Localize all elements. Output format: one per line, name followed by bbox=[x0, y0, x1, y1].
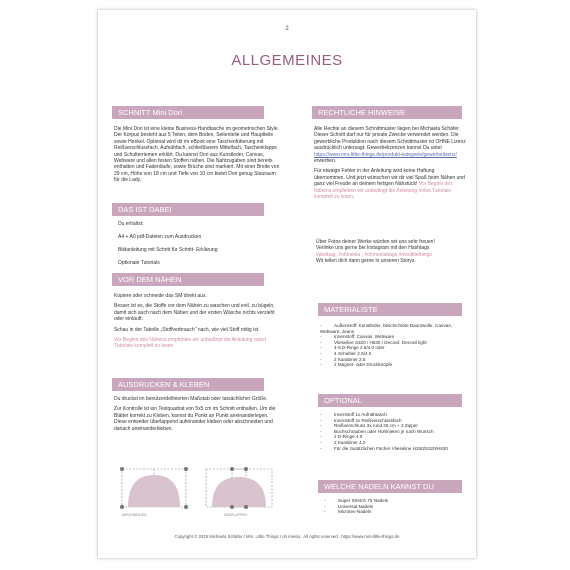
page-number: 2 bbox=[285, 26, 289, 32]
list-item: - Microtex-Nadeln bbox=[324, 509, 464, 515]
heading-material: MATERIALISTE bbox=[318, 303, 462, 316]
list-item: - Innenstoff 2x Reißverschlussfach bbox=[320, 418, 464, 424]
heading-naehen: VOR DEM NÄHEN bbox=[112, 273, 264, 286]
rechtlich-after: erwerben. bbox=[314, 158, 337, 165]
naehen-p3: Schau in der Tabelle „Stoffverbrauch" nach, wie viel Stoff nötig ist. bbox=[114, 326, 260, 333]
cut-label: ABSCHNEIDEN bbox=[122, 513, 147, 517]
list-item: - Innenstoff 1x Aufnähtasch bbox=[320, 412, 464, 418]
list-item: - 2 Karabiner 4.0 bbox=[320, 440, 464, 446]
social-l1: Über Fotos deiner Werke würden wir uns sehr freuen! bbox=[316, 239, 435, 245]
license-link[interactable]: https://www.mrs-little-things.de/produkt-kategorie/gewerbelizenz/ bbox=[314, 151, 457, 158]
list-item: - 2 Magnet- oder Druckknöpfe bbox=[320, 362, 464, 368]
nadeln-list bbox=[324, 498, 464, 515]
social-tags: #doribag, #ohmeela , #ohmeelabags #mrslittlethings bbox=[316, 251, 432, 258]
list-item: - Für die zusätzlichen Fächer Vlieseline H250/S320/H630 bbox=[320, 446, 464, 452]
list-item: - Innenstoff: Canvas, Webware bbox=[320, 334, 464, 340]
naehen-p2: Besser ist es, die Stoffe vor dem Nähen zu waschen und evtl. zu bügeln, damit sich auch nach dem Nähen und der ersten Wäsche nichts verzieht oder einläuft. bbox=[114, 303, 275, 323]
material-list bbox=[320, 323, 464, 368]
overlap-label: ÜBERLAPPEN bbox=[224, 513, 247, 517]
document-page bbox=[98, 10, 476, 558]
rechtlich-text bbox=[314, 126, 466, 204]
list-item: - Vlieseline S320 / H630 / Decovil, Decovil light bbox=[320, 340, 464, 346]
rechtlich-body: Alle Rechte an diesem Schnittmuster liegen bei Michaela Schäfer. Dieser Schnitt darf nur für private Zwecke verwendet werden. Die gewerbliche Produktion nach diesem Schnittmuster ist OHNE Lizenz ausdrücklich untersagt. Gewerbelizenzen kannst Du unter bbox=[314, 126, 466, 152]
social-text bbox=[316, 239, 466, 265]
heading-dabei: DAS IST DABEI bbox=[112, 203, 264, 216]
list-item: - Universal-Nadeln bbox=[324, 504, 464, 510]
social-l2: Verlinke uns gerne bei Instagram mit den Hashtags bbox=[316, 245, 430, 252]
heading-optional: OPTIONAL bbox=[318, 394, 462, 407]
naehen-p1: Kopiere oder schneide das SM direkt aus. bbox=[114, 293, 207, 299]
dabei-item: A4 + A0 pdf-Dateien zum Ausdrucken bbox=[118, 234, 202, 240]
cut-diagram bbox=[118, 465, 192, 513]
dabei-item: Optionale Tutorials bbox=[118, 260, 160, 266]
heading-nadeln: WELCHE NADELN KANNST DU bbox=[318, 480, 462, 493]
drucken-p1: Du druckst im benutzerdefinierten Maßstab oder tatsächlicher Größe. bbox=[114, 396, 268, 402]
dabei-item: Bildanleitung mit Schritt für Schritt- Erklärung bbox=[118, 247, 218, 253]
rechtlich-note: Vor Beginn des Nähens empfehlen wir unbedingt die Anleitung nebst Tutorials komplett zu lesen. bbox=[314, 181, 453, 201]
list-item: - Buchschrauben oder Hohlnieten je nach Wunsch bbox=[320, 429, 464, 435]
footer-copyright: Copyright © 2019 Michaela Schäfer / Mrs. Little Things / oh meela . All rights reserved . https://www.mrs-little-things.de bbox=[174, 534, 400, 539]
heading-schnitt: SCHNITT Mini Dori bbox=[112, 106, 264, 119]
list-item: - Außenstoff: Kunstleder, beschichtete Baumwolle, Canvas, Webware, Jeans bbox=[320, 323, 464, 334]
rechtlich-p2: Für etwaige Fehler in der Anleitung wird keine Haftung übernommen. Und jetzt wünschen wir dir viel Spaß beim Nähen und ganz viel Freude an deinem fertigen Nähstück! bbox=[314, 168, 465, 188]
drucken-text bbox=[114, 396, 276, 436]
page-title: ALLGEMEINES bbox=[231, 52, 343, 69]
list-item: - 2 D-Ringe 4.0 bbox=[320, 434, 464, 440]
rechtlich-p2-paragraph bbox=[314, 168, 466, 200]
list-item: - 4 Schieber 2.5/4.0 bbox=[320, 351, 464, 357]
rechtlich-body-paragraph bbox=[314, 126, 466, 164]
list-item: - 2 Karabiner 2.5 bbox=[320, 357, 464, 363]
social-l3: Wir teilen dich dann gerne in unseren Storys. bbox=[316, 258, 416, 265]
list-item: - Super Stretch 75 Nadeln bbox=[324, 498, 464, 504]
naehen-text bbox=[114, 293, 280, 354]
heading-drucken: AUSDRUCKEN & KLEBEN bbox=[112, 378, 264, 391]
dabei-intro: Du erhältst: bbox=[118, 221, 144, 227]
heading-rechtlich: RECHTLICHE HINWEISE bbox=[312, 106, 462, 119]
schnitt-body: Die Mini Dori ist eine kleine Business-Handtasche im geometrischen Style. Der Korpus besteht aus 5 Teilen, dem Boden, Seitenteile und Hauptteile sowie Henkel. Optional wird dir im eBook eine Taschenfütterung mit Reißverschlussfach, Aufnähfach, schließbarem Mittelfach, Taschenklappe und Schulterriemen erklärt. Du kannst Dori aus Kunstleder, Canvas, Webware und allen festen Stoffen nähen. Die Nahtzugaben sind bereits enthalten und Fadenläufe, sowie Brüche sind markiert. Mit einer Breite von 29 cm, Höhe von 18 cm und Tiefe von 10 cm bietet Dori genug Stauraum für die Lady. bbox=[114, 126, 280, 184]
list-item: - Reißverschluss 3x rund 25 cm + 3 Zipper bbox=[320, 423, 464, 429]
optional-list bbox=[320, 412, 464, 451]
overlap-diagram bbox=[202, 465, 276, 513]
drucken-p2: Zur Kontrolle ist ein Testquadrat von 5x5 cm im Schnitt enthalten. Um die Blätter korrekt zu Kleben, kannst du Punkt an Punkt aneinanderlegen. Diese entweder überlappend aufeinander kleben oder abschneiden und danach aneinanderkleben. bbox=[114, 406, 276, 432]
naehen-note: Vor Beginn des Nähens empfehlen wir unbedingt die Anleitung nebst Tutorials komplett zu lesen. bbox=[114, 337, 267, 350]
list-item: - 4-6 D-Ringe 2.5/4.0 oder bbox=[320, 345, 464, 351]
